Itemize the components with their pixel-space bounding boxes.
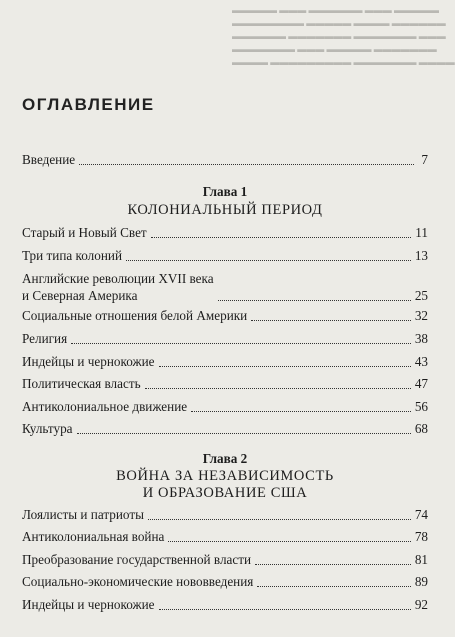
toc-entry-page: 74: [414, 507, 428, 522]
leader-dots: [218, 300, 411, 301]
chapter-2-heading: Глава 2: [202, 451, 248, 466]
toc-entry-page: 7: [421, 152, 428, 167]
toc-entry-label: Социальные отношения белой Америки: [22, 308, 248, 323]
toc-entry[interactable]: [22, 270, 428, 304]
toc-entry-intro[interactable]: [22, 152, 428, 168]
leader-dots: [148, 519, 411, 520]
leader-dots: [168, 541, 410, 542]
toc-entry[interactable]: [22, 552, 428, 568]
toc-entry-label: Английские революции XVII века и Северная Америка: [22, 271, 214, 303]
toc-entry[interactable]: [22, 376, 428, 392]
chapter-1-heading: Глава 1: [202, 184, 248, 199]
toc-title: ОГЛАВЛЕНИЕ: [22, 95, 155, 114]
leader-dots: [151, 237, 412, 238]
toc-entry[interactable]: [22, 399, 428, 415]
toc-entry-page: 81: [414, 552, 428, 567]
toc-entry-label: Антиколониальное движение: [22, 399, 188, 414]
toc-entry[interactable]: [22, 574, 428, 590]
toc-entry[interactable]: [22, 529, 428, 545]
leader-dots: [71, 343, 411, 344]
toc-entry[interactable]: [22, 507, 428, 523]
leader-dots: [255, 564, 411, 565]
leader-dots: [126, 260, 411, 261]
leader-dots: [159, 609, 411, 610]
toc-entry-label: Политическая власть: [22, 376, 141, 391]
toc-entry-label: Лоялисты и патриоты: [22, 507, 144, 522]
leader-dots: [159, 366, 411, 367]
toc-entry-page: 32: [414, 308, 428, 323]
toc-entry-page: 25: [414, 288, 428, 303]
leader-dots: [257, 586, 410, 587]
toc-entry-label: Индейцы и чернокожие: [22, 597, 155, 612]
leader-dots: [77, 433, 411, 434]
toc-entry-page: 13: [414, 248, 428, 263]
leader-dots: [145, 388, 411, 389]
toc-entry-page: 92: [414, 597, 428, 612]
toc-entry-label: Введение: [22, 152, 76, 167]
toc-entry-page: 89: [414, 574, 428, 589]
toc-entry-page: 11: [415, 225, 428, 240]
toc-entry-page: 38: [414, 331, 428, 346]
toc-entry[interactable]: [22, 331, 428, 347]
toc-entry-page: 56: [414, 399, 428, 414]
chapter-2-title-line1: ВОЙНА ЗА НЕЗАВИСИМОСТЬ: [116, 468, 334, 484]
toc-entry[interactable]: [22, 308, 428, 324]
toc-entry-label: Индейцы и чернокожие: [22, 354, 155, 369]
toc-entry[interactable]: [22, 597, 428, 613]
toc-entry-label: Социально-экономические нововведения: [22, 574, 254, 589]
toc-entry[interactable]: [22, 248, 428, 264]
chapter-1-title: КОЛОНИАЛЬНЫЙ ПЕРИОД: [127, 202, 323, 218]
toc-entry-page: 78: [414, 529, 428, 544]
toc-entry-label: Религия: [22, 331, 68, 346]
leader-dots: [79, 164, 414, 165]
toc-entry[interactable]: [22, 421, 428, 437]
toc-entry-label: Антиколониальная война: [22, 529, 165, 544]
leader-dots: [251, 320, 411, 321]
toc-entry-label: Старый и Новый Свет: [22, 225, 147, 240]
leader-dots: [191, 411, 411, 412]
toc-entry[interactable]: [22, 225, 428, 241]
toc-entry-page: 43: [414, 354, 428, 369]
toc-entry-label: Культура: [22, 421, 73, 436]
bleed-through-text: ▬▬▬▬▬ ▬▬▬ ▬▬▬▬▬▬ ▬▬▬ ▬▬▬▬▬ ▬▬▬▬▬▬▬▬ ▬▬▬▬▬ ▬▬▬▬ ▬▬▬▬▬▬ ▬▬▬▬▬▬ ▬▬▬▬▬▬▬ ▬▬▬▬▬▬▬ ▬▬▬ ▬▬▬▬▬▬▬ ▬▬▬ ▬▬▬▬▬ ▬▬▬▬▬▬▬ ▬▬▬▬ ▬▬▬▬▬▬▬▬▬ ▬▬▬▬▬▬▬ ▬▬▬▬: [232, 5, 455, 67]
toc-entry-page: 68: [414, 421, 428, 436]
toc-entry-label: Преобразование государственной власти: [22, 552, 252, 567]
chapter-2-title-line2: И ОБРАЗОВАНИЕ США: [142, 485, 308, 501]
toc-entry-page: 47: [414, 376, 428, 391]
toc-entry-label: Три типа колоний: [22, 248, 123, 263]
toc-entry[interactable]: [22, 354, 428, 370]
